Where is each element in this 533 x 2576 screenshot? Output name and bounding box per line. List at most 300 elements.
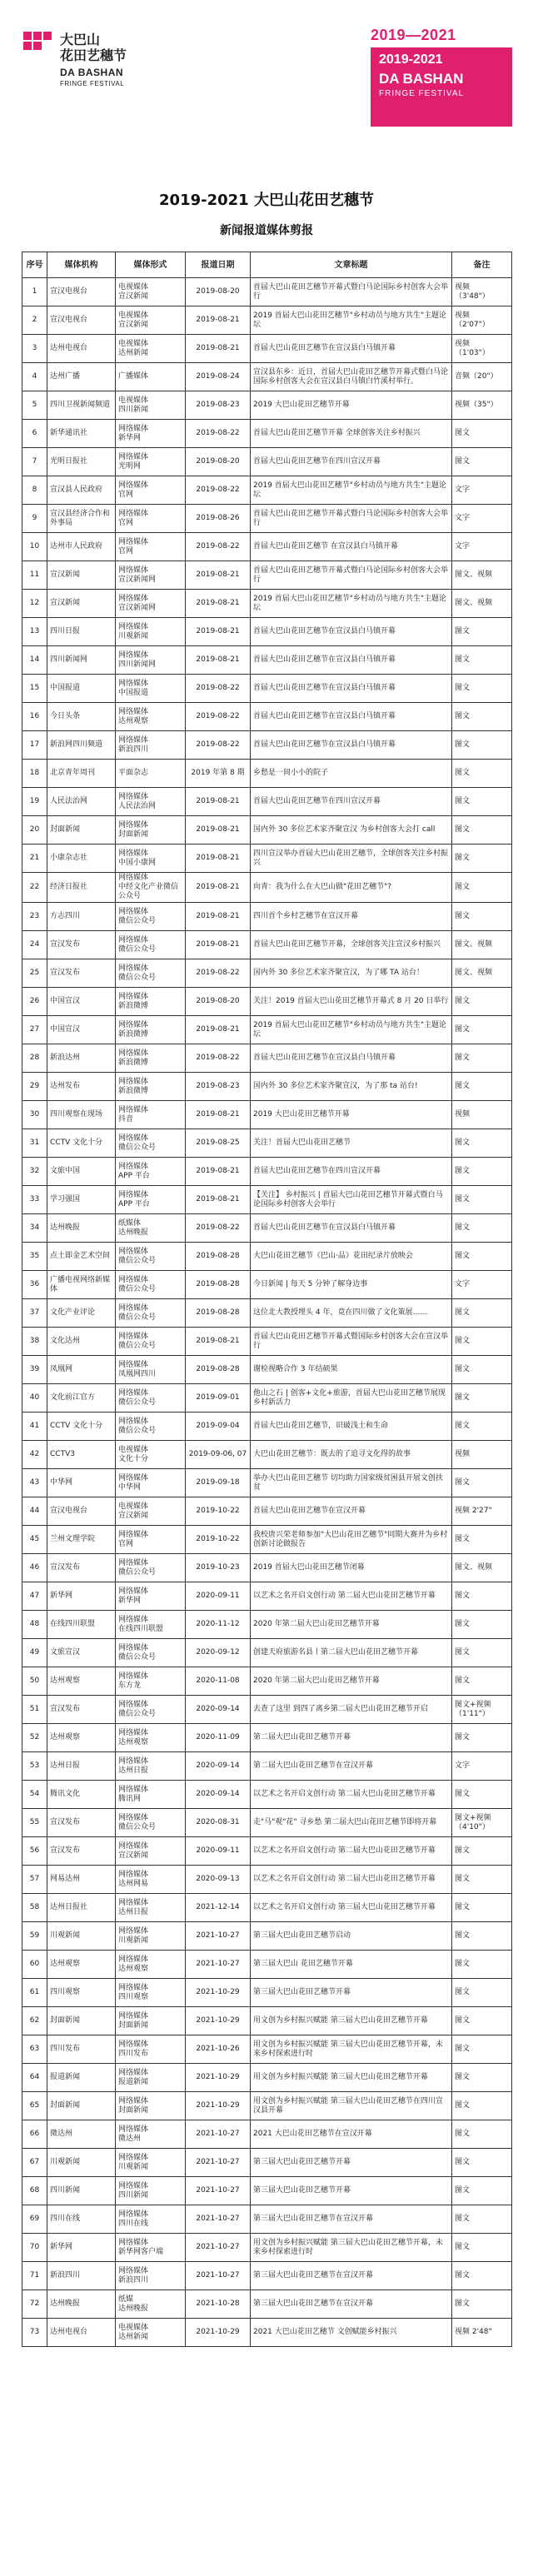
table-row <box>22 2319 512 2347</box>
cell-article-title: 以艺术之名开启文创行动 第三届大巴山花田艺穗节开幕 <box>251 1894 452 1922</box>
cell-report-date: 2021-10-27 <box>186 2205 251 2234</box>
cell-remarks: 图文 <box>452 903 512 931</box>
cell-media-org: CCTV 文化十分 <box>47 1413 116 1441</box>
cell-report-date: 2020-09-14 <box>186 1696 251 1724</box>
cell-article-title: 【关注】 乡村振兴 | 首届大巴山花田艺穗节开幕式暨白马论国际乡村创客大会举行 <box>251 1186 452 1214</box>
cell-media-form: 纸媒体 达州晚报 <box>116 1214 186 1243</box>
cell-remarks: 图文 <box>452 1526 512 1554</box>
cell-media-form: 网络媒体 微信公众号 <box>116 1328 186 1356</box>
cell-index: 32 <box>22 1158 47 1186</box>
cell-media-form: 网络媒体 APP 平台 <box>116 1158 186 1186</box>
cell-remarks: 视频 2'48" <box>452 2319 512 2347</box>
table-row <box>22 448 512 476</box>
cell-media-form: 网络媒体 四川新闻 <box>116 2177 186 2205</box>
cell-index: 3 <box>22 335 47 363</box>
cell-media-form: 网络媒体 报道新闻 <box>116 2064 186 2092</box>
cell-report-date: 2020-11-08 <box>186 1667 251 1696</box>
cell-media-form: 网络媒体 人民法治网 <box>116 788 186 816</box>
table-row <box>22 1384 512 1413</box>
cell-report-date: 2019 年第 8 期 <box>186 760 251 788</box>
cell-report-date: 2019-08-22 <box>186 959 251 988</box>
cell-remarks: 视频 2'27" <box>452 1497 512 1526</box>
cell-article-title: 首届大巴山花田艺穗节开幕 全球创客关注乡村振兴 <box>251 420 452 448</box>
cell-media-org: 宣汉发布 <box>47 1554 116 1582</box>
cell-article-title: 宣汉县东乡：近日，首届大巴山花田艺穗节开幕式暨白马论国际乡村创客大会在宣汉县白马镇白竹溪村举行。 <box>251 363 452 391</box>
table-row <box>22 2149 512 2177</box>
header-media-org: 媒体机构 <box>47 252 116 278</box>
cell-report-date: 2019-08-22 <box>186 476 251 505</box>
cell-media-form: 网络媒体 宣汉新闻 <box>116 1837 186 1866</box>
table-row <box>22 1809 512 1837</box>
table-row <box>22 391 512 420</box>
cell-report-date: 2019-08-21 <box>186 618 251 646</box>
cell-report-date: 2021-10-27 <box>186 2234 251 2262</box>
cell-remarks: 图文、视频 <box>452 590 512 618</box>
cell-article-title: 大巴山花田艺穗节：既去的了追寻文化得的故事 <box>251 1441 452 1469</box>
cell-media-org: 宣汉新闻 <box>47 590 116 618</box>
cell-report-date: 2019-08-21 <box>186 1186 251 1214</box>
table-row <box>22 420 512 448</box>
cell-media-form: 网络媒体 光明网 <box>116 448 186 476</box>
cell-report-date: 2019-08-21 <box>186 1158 251 1186</box>
cell-media-org: 网易达州 <box>47 1866 116 1894</box>
cell-index: 33 <box>22 1186 47 1214</box>
cell-remarks: 图文 <box>452 1129 512 1158</box>
cell-article-title: 2020 年第二届大巴山花田艺穗节开幕 <box>251 1611 452 1639</box>
table-row <box>22 306 512 335</box>
cell-article-title: 2019 首届大巴山花田艺穗节"乡村动员与地方共生"主题论坛 <box>251 306 452 335</box>
cell-media-org: 微达州 <box>47 2120 116 2149</box>
cell-media-form: 网络媒体 APP 平台 <box>116 1186 186 1214</box>
cell-media-form: 电视媒体 四川新闻 <box>116 391 186 420</box>
cell-article-title: 这位北大教授埋头 4 年，竟在四川做了文化策展…… <box>251 1299 452 1328</box>
cell-index: 34 <box>22 1214 47 1243</box>
cell-report-date: 2020-08-31 <box>186 1809 251 1837</box>
logo-mark-icon <box>23 32 53 57</box>
cell-report-date: 2019-08-21 <box>186 1328 251 1356</box>
cell-index: 43 <box>22 1469 47 1497</box>
table-row <box>22 1611 512 1639</box>
cell-report-date: 2019-08-22 <box>186 420 251 448</box>
cell-media-form: 广播媒体 <box>116 363 186 391</box>
cell-report-date: 2021-10-29 <box>186 2319 251 2347</box>
cell-article-title: 国内外 30 多位艺术家齐聚宣汉，为了哪 TA 站台！ <box>251 959 452 988</box>
cell-media-form: 网络媒体 四川观察 <box>116 1979 186 2007</box>
cell-media-form: 网络媒体 新华网客户端 <box>116 2234 186 2262</box>
cell-index: 59 <box>22 1922 47 1951</box>
table-row <box>22 533 512 561</box>
cell-remarks: 图文 <box>452 2205 512 2234</box>
table-row <box>22 1271 512 1299</box>
cell-media-org: 宣汉电视台 <box>47 306 116 335</box>
table-row <box>22 2262 512 2290</box>
table-row <box>22 1582 512 1611</box>
cell-media-form: 纸媒 达州晚报 <box>116 2290 186 2319</box>
table-row <box>22 1243 512 1271</box>
cell-index: 49 <box>22 1639 47 1667</box>
cell-remarks: 图文 <box>452 1837 512 1866</box>
cell-remarks: 图文 <box>452 2064 512 2092</box>
cell-index: 21 <box>22 845 47 873</box>
cell-media-form: 网络媒体 微信公众号 <box>116 1299 186 1328</box>
cell-media-org: 四川观察 <box>47 1979 116 2007</box>
table-row <box>22 1186 512 1214</box>
cell-media-org: 宣汉发布 <box>47 959 116 988</box>
cell-media-org: 新浪达州 <box>47 1044 116 1073</box>
cell-index: 42 <box>22 1441 47 1469</box>
cell-media-org: 达州电视台 <box>47 335 116 363</box>
cell-media-form: 网络媒体 宣汉新闻网 <box>116 590 186 618</box>
cell-media-org: 宣汉县经济合作和外事局 <box>47 505 116 533</box>
cell-media-org: 光明日报社 <box>47 448 116 476</box>
cell-media-form: 网络媒体 四川新闻网 <box>116 646 186 675</box>
cell-media-org: 文化前江官方 <box>47 1384 116 1413</box>
cell-remarks: 图文 <box>452 646 512 675</box>
cell-remarks: 文字 <box>452 476 512 505</box>
cell-media-form: 网络媒体 新华网 <box>116 1582 186 1611</box>
cell-article-title: 用文创为乡村振兴赋能 第三届大巴山花田艺穗节开幕，未来乡村探索进行时 <box>251 2035 452 2064</box>
table-row <box>22 2177 512 2205</box>
table-row <box>22 1752 512 1781</box>
cell-remarks: 图文 <box>452 1016 512 1044</box>
cell-index: 71 <box>22 2262 47 2290</box>
cell-report-date: 2019-08-21 <box>186 306 251 335</box>
cell-media-org: 达州观察 <box>47 1667 116 1696</box>
cell-article-title: 第二届大巴山花田艺穗节在宣汉开幕 <box>251 1752 452 1781</box>
cell-remarks: 视频（35"） <box>452 391 512 420</box>
cell-report-date: 2019-08-22 <box>186 533 251 561</box>
cell-remarks: 图文 <box>452 1384 512 1413</box>
cell-media-org: 广播电视网络新媒体 <box>47 1271 116 1299</box>
table-row <box>22 1441 512 1469</box>
cell-index: 38 <box>22 1328 47 1356</box>
table-row <box>22 363 512 391</box>
cell-index: 62 <box>22 2007 47 2035</box>
cell-article-title: 首届大巴山花田艺穗节开幕式暨白马论国际乡村创客大会举行 <box>251 561 452 590</box>
cell-report-date: 2021-10-27 <box>186 2262 251 2290</box>
cell-index: 10 <box>22 533 47 561</box>
cell-index: 45 <box>22 1526 47 1554</box>
cell-article-title: 首届大巴山花田艺穗节开幕式暨白马论国际乡村创客大会举行 <box>251 278 452 306</box>
cell-report-date: 2020-09-11 <box>186 1582 251 1611</box>
cell-media-form: 网络媒体 微信公众号 <box>116 959 186 988</box>
cell-index: 55 <box>22 1809 47 1837</box>
cell-media-form: 网络媒体 官网 <box>116 476 186 505</box>
table-row <box>22 1639 512 1667</box>
logo-right-years: 2019-2021 <box>379 52 443 67</box>
cell-media-org: 川观新闻 <box>47 1922 116 1951</box>
cell-media-form: 网络媒体 腾讯网 <box>116 1781 186 1809</box>
cell-report-date: 2019-08-21 <box>186 646 251 675</box>
cell-report-date: 2019-09-01 <box>186 1384 251 1413</box>
cell-article-title: 首届大巴山花田艺穗节在宣汉县白马镇开幕 <box>251 675 452 703</box>
cell-remarks: 图文 <box>452 1073 512 1101</box>
cell-article-title: 第三届大巴山花田艺穗节在宣汉开幕 <box>251 2290 452 2319</box>
cell-media-org: 达州晚报 <box>47 2290 116 2319</box>
table-row <box>22 760 512 788</box>
cell-media-form: 网络媒体 中经文化产业微信公众号 <box>116 873 186 903</box>
cell-media-org: 学习强国 <box>47 1186 116 1214</box>
cell-remarks: 图文 <box>452 703 512 731</box>
table-row <box>22 1044 512 1073</box>
cell-media-org: 达州电视台 <box>47 2319 116 2347</box>
cell-media-form: 网络媒体 凤凰网四川 <box>116 1356 186 1384</box>
cell-remarks: 图文 <box>452 2007 512 2035</box>
table-row <box>22 476 512 505</box>
cell-remarks: 视频 <box>452 1101 512 1129</box>
header-remarks: 备注 <box>452 252 512 278</box>
cell-remarks: 图文 <box>452 1979 512 2007</box>
cell-article-title: 以艺术之名开启文创行动 第二届大巴山花田艺穗节开幕 <box>251 1781 452 1809</box>
cell-media-form: 网络媒体 达州日报 <box>116 1752 186 1781</box>
logo-en-text: DA BASHAN <box>60 67 124 78</box>
cell-report-date: 2019-08-21 <box>186 788 251 816</box>
cell-remarks: 图文+视频 （4'10"） <box>452 1809 512 1837</box>
page-subtitle: 新闻报道媒体剪报 <box>220 224 313 237</box>
cell-remarks: 图文 <box>452 1922 512 1951</box>
cell-media-org: 北京青年周刊 <box>47 760 116 788</box>
table-row <box>22 1073 512 1101</box>
cell-article-title: 用文创为乡村振兴赋能 第三届大巴山花田艺穗节开幕，未来乡村探索进行时 <box>251 2234 452 2262</box>
cell-media-org: 四川新闻网 <box>47 646 116 675</box>
cell-index: 41 <box>22 1413 47 1441</box>
table-row <box>22 278 512 306</box>
logo-cn-line2: 花田艺穗节 <box>60 47 127 63</box>
cell-index: 68 <box>22 2177 47 2205</box>
cell-index: 72 <box>22 2290 47 2319</box>
table-row <box>22 816 512 845</box>
cell-media-org: 四川在线 <box>47 2205 116 2234</box>
cell-article-title: 走"马"观"花" 寻乡愁 第二届大巴山花田艺穗节即将开幕 <box>251 1809 452 1837</box>
cell-index: 47 <box>22 1582 47 1611</box>
cell-media-org: 四川发布 <box>47 2035 116 2064</box>
cell-media-org: 封面新闻 <box>47 2007 116 2035</box>
cell-media-form: 网络媒体 东方龙 <box>116 1667 186 1696</box>
cell-media-org: 达州晚报 <box>47 1214 116 1243</box>
cell-remarks: 图文 <box>452 1667 512 1696</box>
table-row <box>22 2035 512 2064</box>
cell-article-title: 今日新闻 | 每天 5 分钟了解身边事 <box>251 1271 452 1299</box>
table-row <box>22 1979 512 2007</box>
cell-remarks: 图文 <box>452 2120 512 2149</box>
cell-report-date: 2019-09-04 <box>186 1413 251 1441</box>
cell-media-org: 中国宣汉 <box>47 988 116 1016</box>
cell-remarks: 文字 <box>452 533 512 561</box>
logo-cn-line1: 大巴山 <box>60 32 101 47</box>
cell-article-title: 举办大巴山花田艺穗节 切均助力国家级贫困县开展文创扶贫 <box>251 1469 452 1497</box>
cell-media-org: CCTV 文化十分 <box>47 1129 116 1158</box>
cell-media-org: 中国宣汉 <box>47 1016 116 1044</box>
cell-article-title: 大巴山花田艺穗节《巴山·品》花田纪录片放映会 <box>251 1243 452 1271</box>
cell-report-date: 2019-10-22 <box>186 1526 251 1554</box>
cell-report-date: 2020-09-12 <box>186 1639 251 1667</box>
cell-media-form: 电视媒体 宣汉新闻 <box>116 306 186 335</box>
header-article-title: 文章标题 <box>251 252 452 278</box>
cell-remarks: 图文 <box>452 816 512 845</box>
table-row <box>22 618 512 646</box>
cell-report-date: 2019-08-21 <box>186 1016 251 1044</box>
cell-report-date: 2019-08-25 <box>186 1129 251 1158</box>
header-index: 序号 <box>22 252 47 278</box>
cell-report-date: 2020-11-09 <box>186 1724 251 1752</box>
cell-article-title: 首届大巴山花田艺穗节在四川宣汉开幕 <box>251 448 452 476</box>
cell-remarks: 图文 <box>452 845 512 873</box>
cell-media-org: 新浪网四川频道 <box>47 731 116 760</box>
cell-report-date: 2020-09-11 <box>186 1837 251 1866</box>
cell-article-title: 2021 大巴山花田艺穗节 文创赋能乡村振兴 <box>251 2319 452 2347</box>
cell-index: 7 <box>22 448 47 476</box>
cell-report-date: 2019-08-21 <box>186 816 251 845</box>
cell-media-form: 网络媒体 抖音 <box>116 1101 186 1129</box>
cell-media-org: 新华通讯社 <box>47 420 116 448</box>
cell-media-form: 网络媒体 微信公众号 <box>116 1243 186 1271</box>
cell-article-title: 首届大巴山花田艺穗节在宣汉县白马镇开幕 <box>251 646 452 675</box>
table-row <box>22 1696 512 1724</box>
cell-index: 17 <box>22 731 47 760</box>
cell-index: 20 <box>22 816 47 845</box>
cell-report-date: 2019-08-23 <box>186 391 251 420</box>
cell-report-date: 2019-08-21 <box>186 1101 251 1129</box>
cell-article-title: 乡愁是一间小小的院子 <box>251 760 452 788</box>
cell-remarks: 图文 <box>452 788 512 816</box>
cell-media-org: 达州观察 <box>47 1951 116 1979</box>
cell-media-form: 网络媒体 微信公众号 <box>116 1809 186 1837</box>
cell-article-title: 国内外 30 多位艺术家齐聚宣汉，为了那 ta 站台! <box>251 1073 452 1101</box>
cell-media-form: 电视媒体 达州新闻 <box>116 2319 186 2347</box>
table-row <box>22 2007 512 2035</box>
table-row <box>22 845 512 873</box>
cell-remarks: 图文 <box>452 1951 512 1979</box>
cell-media-org: 小康杂志社 <box>47 845 116 873</box>
cell-remarks: 图文 <box>452 2262 512 2290</box>
cell-media-form: 网络媒体 达州观察 <box>116 1724 186 1752</box>
cell-remarks: 图文 <box>452 1243 512 1271</box>
cell-index: 6 <box>22 420 47 448</box>
cell-article-title: 以艺术之名开启文创行动 第二届大巴山花田艺穗节开幕 <box>251 1866 452 1894</box>
cell-report-date: 2021-10-29 <box>186 2092 251 2120</box>
cell-index: 4 <box>22 363 47 391</box>
table-row <box>22 1356 512 1384</box>
cell-article-title: 首届大巴山花田艺穗节在宣汉开幕 <box>251 1497 452 1526</box>
cell-index: 56 <box>22 1837 47 1866</box>
cell-remarks: 视频 （3'48"） <box>452 278 512 306</box>
cell-media-form: 网络媒体 新浪微博 <box>116 1016 186 1044</box>
cell-article-title: 第三届大巴山花田艺穗节开幕 <box>251 2177 452 2205</box>
cell-article-title: 首届大巴山花田艺穗节在四川宣汉开幕 <box>251 1158 452 1186</box>
cell-media-form: 网络媒体 达州网易 <box>116 1866 186 1894</box>
cell-remarks: 图文 <box>452 448 512 476</box>
table-header-row <box>22 252 512 278</box>
cell-remarks: 图文、视频 <box>452 561 512 590</box>
cell-report-date: 2021-10-26 <box>186 2035 251 2064</box>
cell-remarks: 图文 <box>452 2177 512 2205</box>
cell-article-title: 首届大巴山花田艺穗节在宣汉县白马镇开幕 <box>251 731 452 760</box>
table-row <box>22 788 512 816</box>
cell-media-org: 宣汉发布 <box>47 1837 116 1866</box>
cell-remarks: 图文 <box>452 1214 512 1243</box>
cell-report-date: 2019-09-18 <box>186 1469 251 1497</box>
cell-media-org: 宣汉电视台 <box>47 278 116 306</box>
cell-media-org: 中华网 <box>47 1469 116 1497</box>
cell-article-title: 2020 年第二届大巴山花田艺穗节开幕 <box>251 1667 452 1696</box>
page-header <box>0 0 533 179</box>
cell-report-date: 2019-08-21 <box>186 590 251 618</box>
cell-media-form: 网络媒体 微信公众号 <box>116 1639 186 1667</box>
cell-article-title: 首届大巴山花田艺穗节在宣汉县白马镇开幕 <box>251 703 452 731</box>
cell-remarks: 图文 <box>452 1724 512 1752</box>
cell-media-org: 中国报道 <box>47 675 116 703</box>
cell-media-form: 网络媒体 微信公众号 <box>116 1554 186 1582</box>
cell-article-title: 2019 首届大巴山花田艺穗节闭幕 <box>251 1554 452 1582</box>
cell-media-org: 文旅宣汉 <box>47 1639 116 1667</box>
cell-report-date: 2021-12-14 <box>186 1894 251 1922</box>
cell-report-date: 2019-08-22 <box>186 703 251 731</box>
cell-remarks: 视频 <box>452 1441 512 1469</box>
cell-report-date: 2019-08-22 <box>186 731 251 760</box>
cell-article-title: 去查了这里 到四了离乡第二届大巴山花田艺穗节开启 <box>251 1696 452 1724</box>
cell-index: 24 <box>22 931 47 959</box>
cell-media-form: 网络媒体 官网 <box>116 1526 186 1554</box>
cell-index: 46 <box>22 1554 47 1582</box>
cell-remarks: 图文 <box>452 1044 512 1073</box>
cell-index: 60 <box>22 1951 47 1979</box>
table-row <box>22 1328 512 1356</box>
cell-index: 57 <box>22 1866 47 1894</box>
cell-report-date: 2019-08-28 <box>186 1243 251 1271</box>
cell-media-form: 网络媒体 达州观察 <box>116 703 186 731</box>
table-body <box>22 278 512 2347</box>
table-row <box>22 505 512 533</box>
cell-article-title: 第三届大巴山花田艺穗节启动 <box>251 1922 452 1951</box>
festival-logo-left <box>23 32 148 107</box>
cell-media-org: 宣汉发布 <box>47 1809 116 1837</box>
table-row <box>22 1667 512 1696</box>
table-row <box>22 731 512 760</box>
cell-report-date: 2021-10-27 <box>186 2120 251 2149</box>
header-report-date: 报道日期 <box>186 252 251 278</box>
cell-index: 39 <box>22 1356 47 1384</box>
cell-media-form: 网络媒体 在线四川联盟 <box>116 1611 186 1639</box>
cell-index: 18 <box>22 760 47 788</box>
cell-report-date: 2019-08-28 <box>186 1299 251 1328</box>
cell-media-org: 宣汉县人民政府 <box>47 476 116 505</box>
cell-index: 1 <box>22 278 47 306</box>
cell-remarks: 图文 <box>452 760 512 788</box>
cell-report-date: 2019-08-23 <box>186 1073 251 1101</box>
cell-media-org: 达州广播 <box>47 363 116 391</box>
cell-remarks: 图文 <box>452 1582 512 1611</box>
cell-index: 50 <box>22 1667 47 1696</box>
cell-index: 64 <box>22 2064 47 2092</box>
festival-logo-right <box>371 27 512 127</box>
table-row <box>22 2205 512 2234</box>
cell-report-date: 2021-10-28 <box>186 2290 251 2319</box>
cell-article-title: 2019 大巴山花田艺穗节开幕 <box>251 1101 452 1129</box>
cell-article-title: 2019 首届大巴山花田艺穗节"乡村动员与地方共生"主题论坛 <box>251 476 452 505</box>
cell-media-org: 封面新闻 <box>47 816 116 845</box>
cell-report-date: 2021-10-29 <box>186 2007 251 2035</box>
cell-index: 37 <box>22 1299 47 1328</box>
cell-media-form: 网络媒体 微信公众号 <box>116 903 186 931</box>
table-row <box>22 1922 512 1951</box>
table-row <box>22 2120 512 2149</box>
cell-index: 36 <box>22 1271 47 1299</box>
table-row <box>22 1299 512 1328</box>
cell-article-title: 首届大巴山花田艺穗节开幕式暨国际乡村创客大会在宣汉举行 <box>251 1328 452 1356</box>
cell-media-form: 网络媒体 新浪四川 <box>116 2262 186 2290</box>
cell-remarks: 图文 <box>452 1611 512 1639</box>
cell-report-date: 2019-08-20 <box>186 448 251 476</box>
